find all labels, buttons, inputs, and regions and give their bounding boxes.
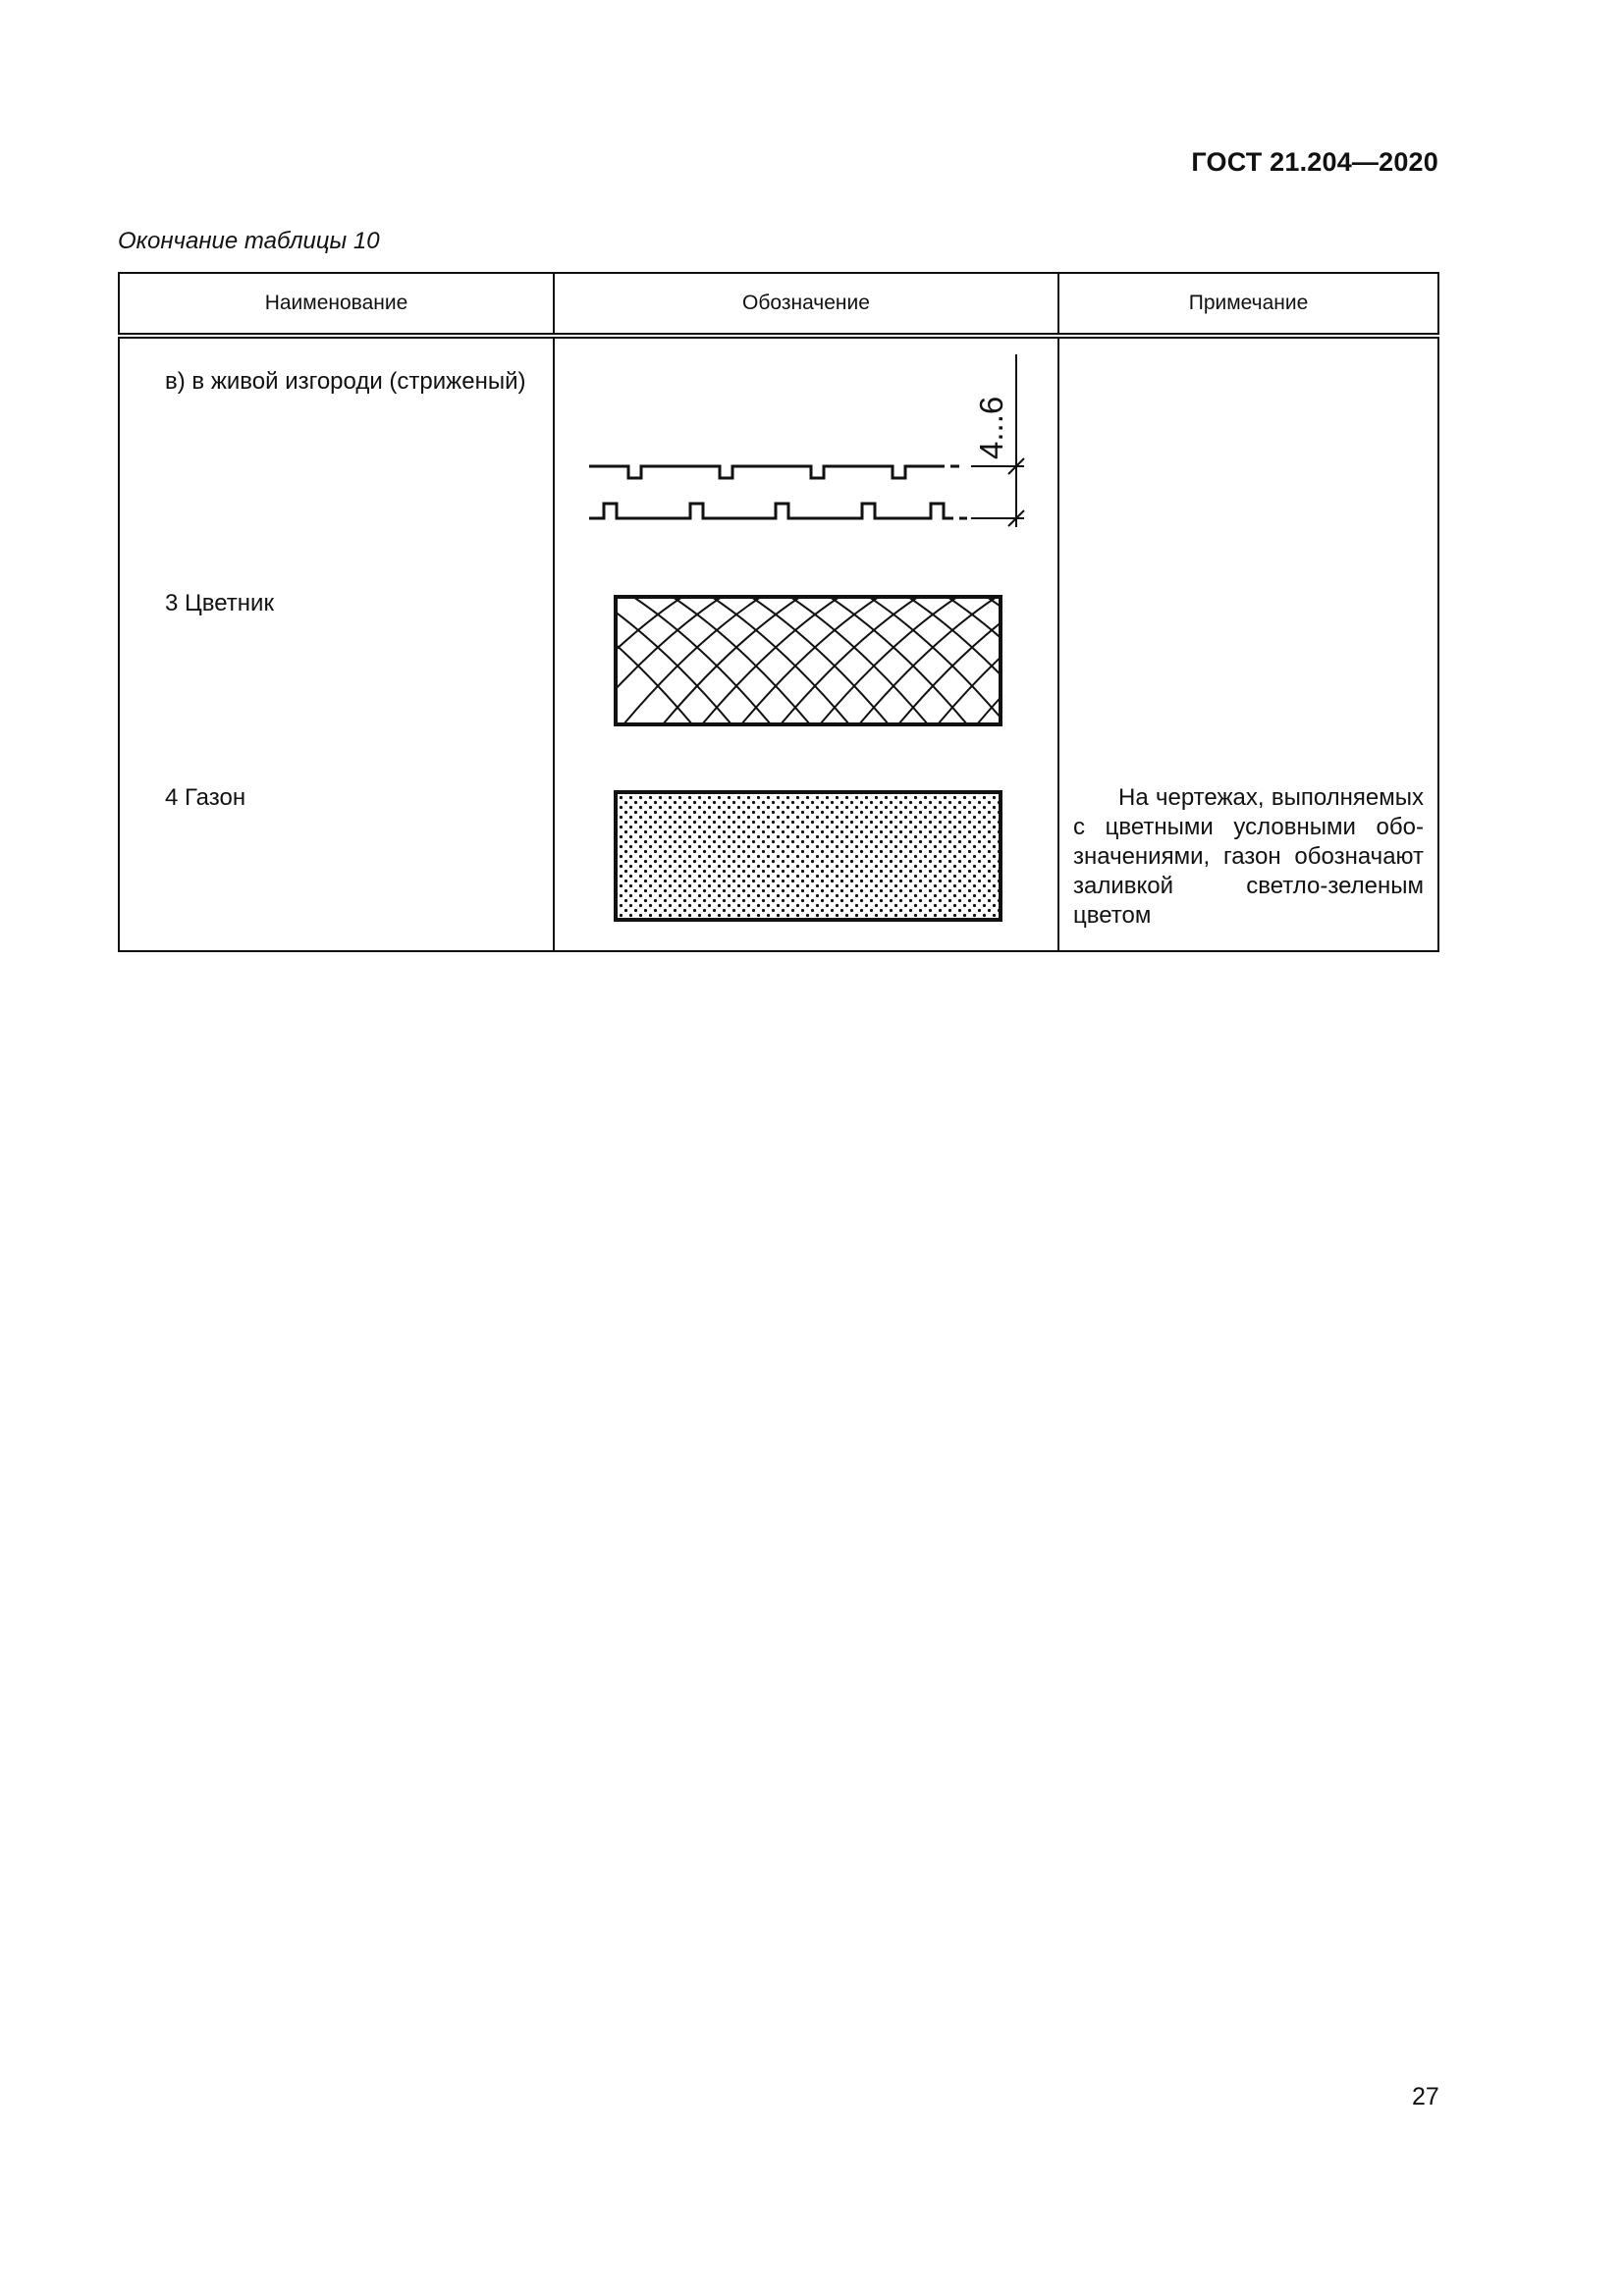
flowerbed-hatch-symbol [555,597,1059,724]
row-name-hedge: в) в живой изгороди (стриженый) [165,368,526,395]
table-caption: Окончание таблицы 10 [118,228,380,254]
symbols-table [118,272,1439,952]
column-header-symbol: Обозначение [554,273,1058,336]
hedge-trimmed-symbol [589,354,1024,527]
column-header-note: Примечание [1058,273,1438,336]
symbol-cell [554,336,1058,951]
row-name-flowerbed: 3 Цветник [165,590,274,616]
symbols-drawing [555,339,1059,950]
hedge-dimension-label: 4...6 [973,396,1009,459]
note-cell [1058,336,1438,951]
document-code: ГОСТ 21.204—2020 [1191,147,1438,177]
row-name-lawn: 4 Газон [165,784,246,811]
name-cell [119,336,554,951]
lawn-note: На чертежах, выполняемых с цветными условными обозначениями, газон обозначают заливкой светло-зеленым цветом [1073,784,1424,929]
column-header-name: Наименование [119,273,554,336]
table-header-row [119,273,1438,336]
page-number: 27 [1412,2083,1439,2110]
table-body-row [119,336,1438,951]
lawn-dotted-symbol [616,792,1001,920]
